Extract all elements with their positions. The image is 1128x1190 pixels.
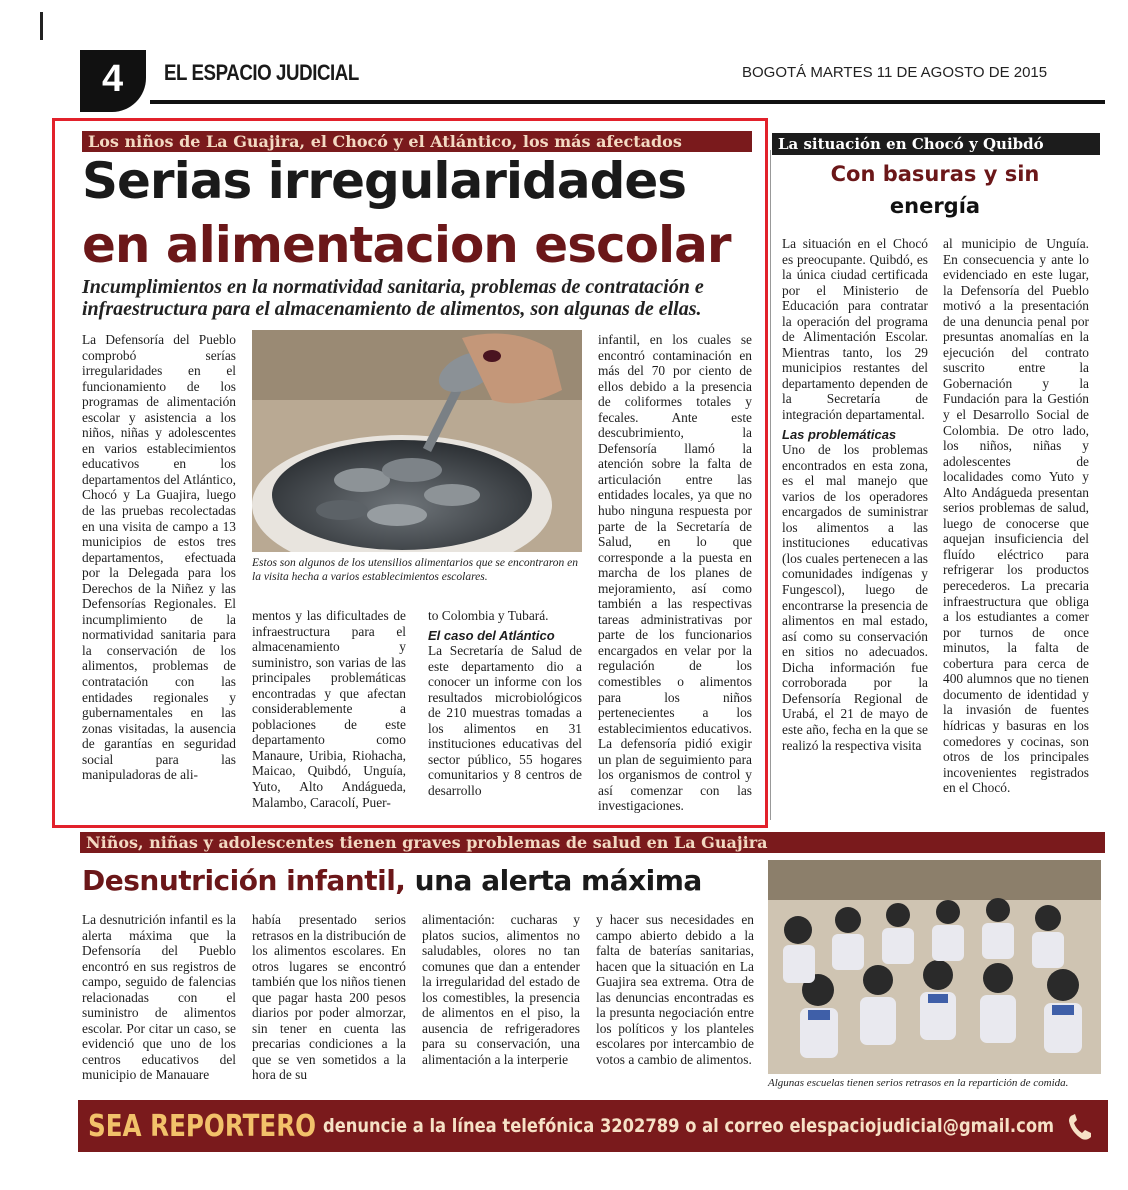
bottom-kicker: Niños, niñas y adolescentes tienen graves problemas de salud en La Guajira (80, 832, 1105, 853)
main-headline-line1: Serias irregularidades (82, 152, 687, 210)
main-col4: infantil, en los cuales se encontró contaminación en más del 70 por ciento de ellos debido a la presencia de coliformes totales y fecales. Ante este descubrimiento, la Defensoría llamó la atención sobre la falta de articulación entre las entidades locales, ya que no hubo ninguna respuesta por parte de la Secretaría de Salud, en lo que corresponde a la puesta en marcha de los planes de mejoramiento, así como también a las respectivas tareas administrativas por parte de los funcionarios encargados en velar por la regulación de los comestibles o alimentos para los niños pertenecientes a los establecimientos educativos. La defensoría pidió exigir un plan de seguimiento para los organismos de control y así comenzar con las investigaciones. (598, 332, 752, 814)
main-subtitle: Incumplimientos en la normatividad sanitaria, problemas de contratación e infraestructura para el almacenamiento de alimentos, son algunas de ellas. (82, 276, 704, 320)
banner-text: denuncie a la línea telefónica 3202789 o al correo elespaciojudicial@gmail.com (323, 1115, 1055, 1137)
children-photo-caption: Algunas escuelas tienen serios retrasos en la repartición de comida. (768, 1077, 1069, 1089)
main-col3 (428, 608, 582, 799)
side-col1-body: La situación en el Chocó es preocupante. Quibdó, es la única ciudad certificada por el Ministerio de Educación para contratar la operación del programa de Alimentación Escolar. Mientras tanto, los 29 municipios restantes del departamento dependen de la Secretaría de integración departamental. (782, 236, 928, 423)
utensils-photo-caption: Estos son algunos de los utensilios alimentarios que se encontraron en la visita hecha a varios establecimientos escolares. (252, 557, 579, 583)
bottom-headline (82, 864, 702, 897)
bottom-col3: alimentación: cucharas y platos sucios, alimentos no saludables, olores no tan comunes que dan a entender la irregularidad del estado de los comestibles, la presencia de alimentos en el piso, la ausencia de refrigeradores para su conservación, una alimentación a la interperie (422, 912, 580, 1067)
reporter-banner (78, 1100, 1108, 1152)
side-headline-line1: Con basuras y sin (830, 162, 1040, 186)
side-kicker: La situación en Chocó y Quibdó (772, 133, 1100, 155)
issue-date: BOGOTÁ MARTES 11 DE AGOSTO DE 2015 (742, 64, 1048, 81)
banner-title: SEA REPORTERO (88, 1108, 317, 1144)
phone-icon (1064, 1110, 1098, 1144)
main-headline-line2: en alimentacion escolar (82, 216, 731, 274)
side-col1-subhead: Las problemáticas (782, 426, 897, 442)
bottom-col4: y hacer sus necesidades en campo abierto debido a la falta de baterías sanitarias, hacen que la situación en La Guajira sea extrema. Otra de las denuncias encontradas es la presunta negociación entre los políticos y los planteles escolares por intercambio de votos a cambio de alimentos. (596, 912, 754, 1067)
children-eating-photo (768, 860, 1101, 1074)
side-headline-line2: energía (889, 194, 981, 218)
side-col1 (782, 236, 928, 753)
main-col2: mentos y las dificultades de infraestructura para el almacenamiento y suministro, son varias de las principales problemáticas encontradas y que afectan considerablemente a poblaciones de este departamento como Manaure, Uribia, Riohacha, Maicao, Quibdó, Unguía, Yuto, Alto Andágueda, Malambo, Caracolí, Puer- (252, 608, 406, 810)
side-col1-body2: Uno de los problemas encontrados en esta zona, es el mal manejo que varios de los operadores encargados de suministrar los alimentos a las instituciones educativas (los cuales pertenecen a las comunidades indígenas y Fungescol), luego de encontrarse la presencia de alimentos en mal estado, así como su conservación en sitios no adecuados. Dicha información fue corroborada por la Defensoría Regional de Urabá, el 21 de mayo de este año, fecha en la que se realizó la respectiva visita (782, 442, 928, 753)
main-kicker: Los niños de La Guajira, el Chocó y el Atlántico, los más afectados (82, 131, 752, 152)
utensils-photo (252, 330, 582, 552)
main-col3-subhead: El caso del Atlántico (428, 627, 555, 643)
bottom-col1: La desnutrición infantil es la alerta máxima que la Defensoría del Pueblo encontró en sus registros de campo, seguido de falencias relacionadas con el suministro de alimentos escolar. Por citar un caso, se evidenció que uno de los centros educativos del municipio de Manauare (82, 912, 236, 1083)
scan-mark (40, 12, 43, 40)
side-col2: al municipio de Unguía. En consecuencia y ante lo evidenciado en este lugar, la Defensoría del Pueblo motivó a la presentación de una denuncia penal por presuntas anomalías en la ejecución del contrato suscrito entre la Gobernación y la Fundación para la Gestión y el Desarrollo Social de Colombia. De otro lado, los niños, niñas y adolescentes de localidades como Yuto y Alto Andágueda presentan serios problemas de salud, luego de conocerse que aquejan insuficiencia del fluído eléctrico para refrigerar los productos perecederos. La precaria infraestructura que obliga a los estudiantes a comer por turnos de once minutos, la falta de cobertura para cerca de 400 alumnos que no tienen documento de identidad y la invasión de fuentes hídricas y basuras en los comedores y cocinas, son otros de los principales incovenientes registrados en el Chocó. (943, 236, 1089, 796)
header-rule (150, 100, 1105, 104)
column-divider (770, 150, 771, 820)
main-col3-body: La Secretaría de Salud de este departamento dio a conocer un informe con los resultados microbiológicos de 210 muestras tomadas a los alimentos en 31 instituciones educativas del sector público, 55 hogares comunitarios y 8 centros de desarrollo (428, 643, 582, 799)
bottom-headline-dark: una alerta máxima (405, 864, 702, 897)
paper-name: EL ESPACIO JUDICIAL (164, 60, 359, 85)
main-col1: La Defensoría del Pueblo comprobó serías irregularidades en el funcionamiento de los programas de alimentación escolar y asistencia a los niños, niñas y adolescentes en varios establecimientos educativos en los departamentos del Atlántico, Chocó y La Guajira, luego de las pruebas recolectadas en una visita de campo a 13 municipios de estos tres departamentos, efectuada por la Delegada para los Derechos de la Niñez y las Defensorías Regionales. El incumplimiento de la normatividad sanitaria para la conservación de los alimentos, problemas de contratación con las entidades regionales y gubernamentales en las zonas visitadas, la ausencia de garantías en seguridad social para las manipuladoras de ali- (82, 332, 236, 783)
bottom-headline-red: Desnutrición infantil, (82, 864, 406, 897)
bottom-col2: había presentado serios retrasos en la distribución de los alimentos escolares. En otros lugares se encontró también que los niños tienen que pagar hasta 200 pesos diarios por poder almorzar, sin tener en cuenta las precarias condiciones a la que se ven sometidos a la hora de su (252, 912, 406, 1083)
main-col3-intro: to Colombia y Tubará. (428, 608, 549, 623)
page-number: 4 (80, 50, 146, 112)
